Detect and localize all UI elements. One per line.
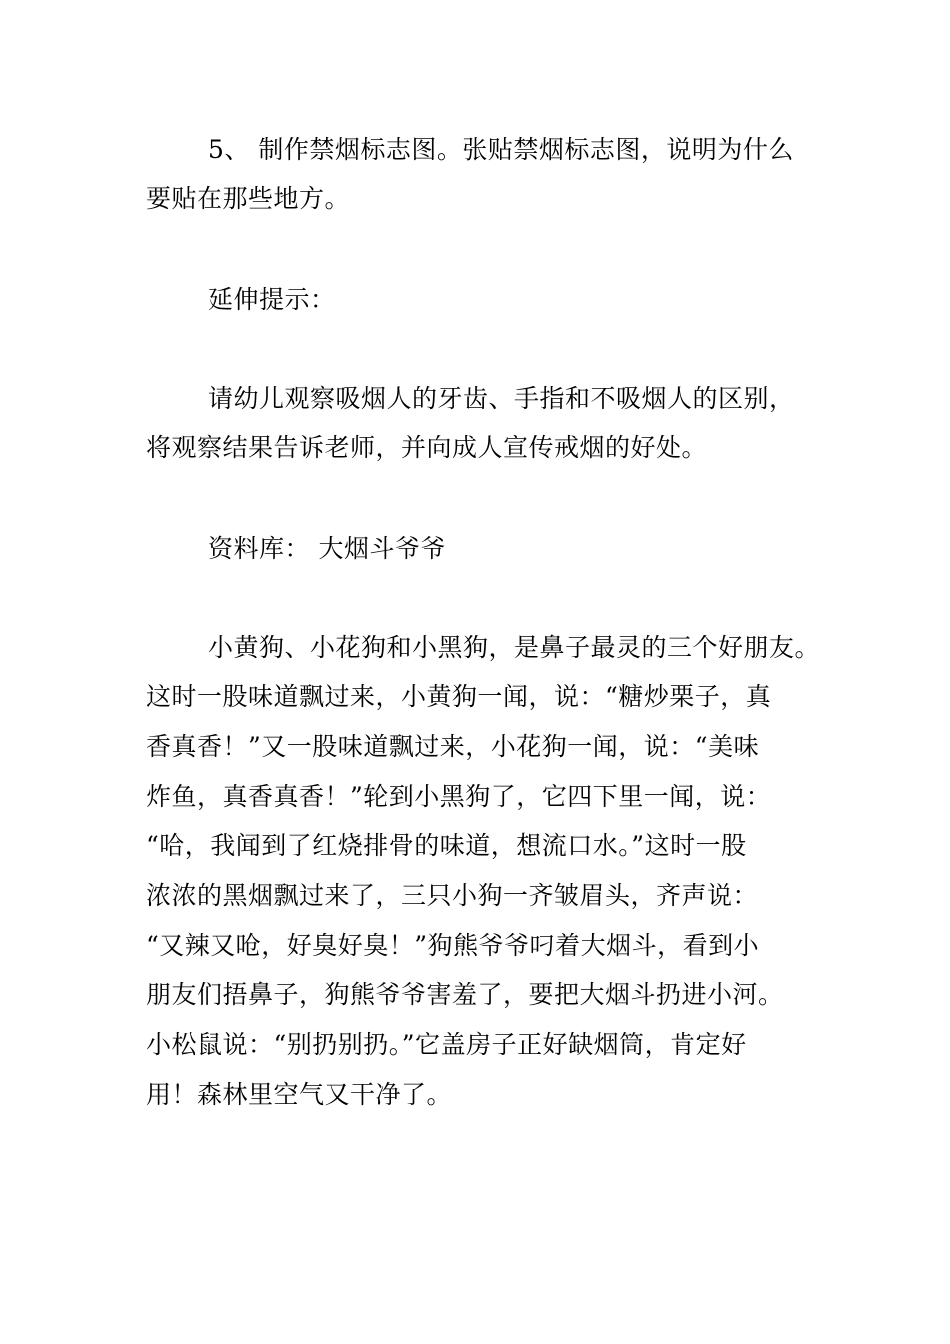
story-line-2: 这时一股味道飘过来，小黄狗一闻，说：“糖炒栗子，真 [146, 682, 772, 711]
story-line-1: 小黄狗、小花狗和小黑狗，是鼻子最灵的三个好朋友。 [208, 633, 821, 662]
paragraph-item5-line1: 5、 制作禁烟标志图。张贴禁烟标志图，说明为什么 [208, 135, 794, 164]
resource-library-heading: 资料库： 大烟斗爷爷 [208, 534, 446, 563]
story-line-7: “又辣又呛，好臭好臭！”狗熊爷爷叼着大烟斗，看到小 [146, 931, 760, 960]
story-line-4: 炸鱼，真香真香！”轮到小黑狗了，它四下里一闻，说： [146, 782, 772, 811]
story-line-3: 香真香！”又一股味道飘过来，小花狗一闻，说：“美味 [146, 732, 760, 761]
story-line-8: 朋友们捂鼻子，狗熊爷爷害羞了，要把大烟斗扔进小河。 [146, 980, 784, 1009]
paragraph-item5-line2: 要贴在那些地方。 [146, 184, 351, 213]
story-line-9: 小松鼠说：“别扔别扔。”它盖房子正好缺烟筒，肯定好 [146, 1030, 747, 1059]
story-line-6: 浓浓的黑烟飘过来了，三只小狗一齐皱眉头，齐声说： [146, 881, 759, 910]
story-line-5: “哈，我闻到了红烧排骨的味道，想流口水。”这时一股 [146, 831, 747, 860]
extension-hint-heading: 延伸提示： [208, 285, 336, 314]
story-line-10: 用！森林里空气又干净了。 [146, 1080, 453, 1109]
paragraph-hint-line2: 将观察结果告诉老师，并向成人宣传戒烟的好处。 [146, 433, 708, 462]
paragraph-hint-line1: 请幼儿观察吸烟人的牙齿、手指和不吸烟人的区别， [208, 384, 795, 413]
